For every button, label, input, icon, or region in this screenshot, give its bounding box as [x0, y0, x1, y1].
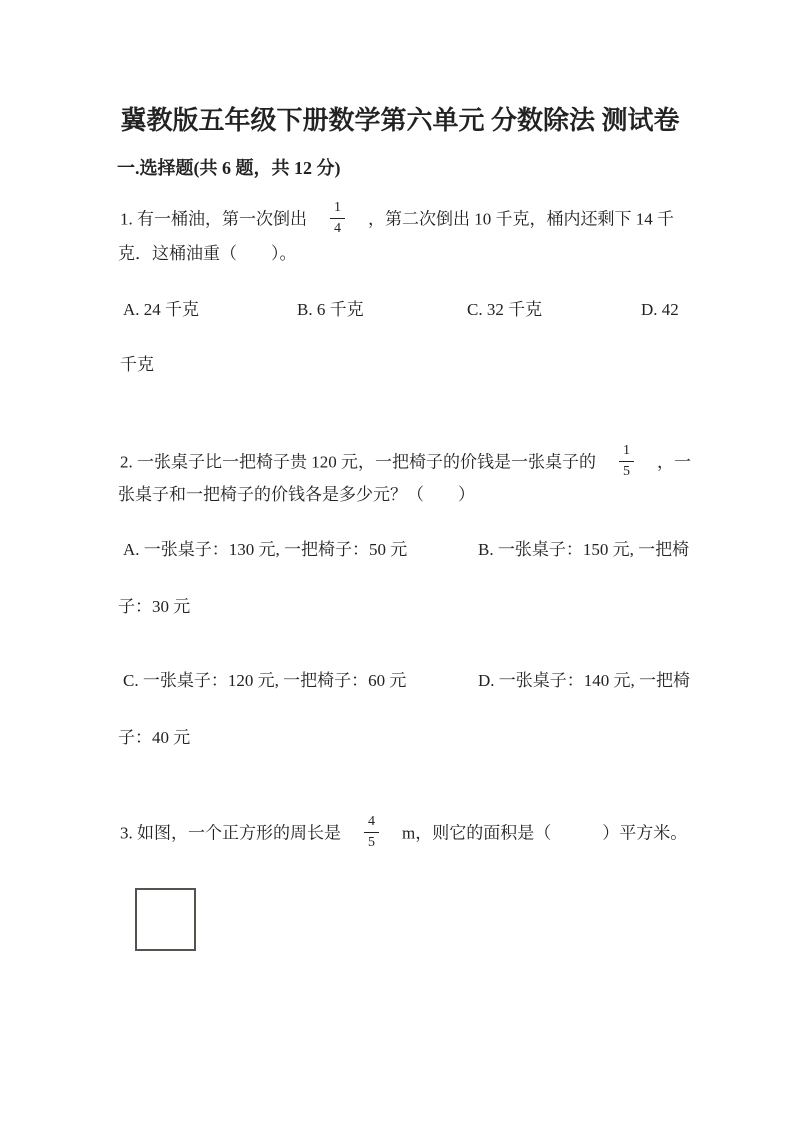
question-2-stem-post: ，一	[657, 452, 691, 472]
question-2-option-b-wrap: 子：30 元	[118, 597, 191, 616]
question-1-stem-post: ，第二次倒出 10 千克，桶内还剩下 14 千	[368, 209, 674, 229]
page-title: 冀教版五年级下册数学第六单元 分数除法 测试卷	[120, 106, 680, 135]
question-2-option-b: B. 一张桌子：150 元, 一把椅	[478, 540, 690, 559]
fraction-one-fourth	[330, 201, 345, 236]
question-2-option-d: D. 一张桌子：140 元, 一把椅	[478, 671, 691, 690]
question-1-option-c: C. 32 千克	[467, 300, 543, 319]
fraction-denominator: 5	[368, 835, 375, 850]
fraction-denominator: 5	[623, 464, 630, 479]
question-2-option-a: A. 一张桌子：130 元, 一把椅子：50 元	[123, 540, 408, 559]
fraction-four-fifths	[364, 815, 379, 850]
question-2-stem-pre: 2. 一张桌子比一把椅子贵 120 元，一把椅子的价钱是一张桌子的	[120, 452, 596, 472]
fraction-numerator: 1	[619, 444, 634, 462]
fraction-denominator: 4	[334, 221, 341, 236]
question-1-stem-pre: 1. 有一桶油，第一次倒出	[120, 209, 307, 229]
question-1-option-b: B. 6 千克	[297, 300, 364, 319]
fraction-numerator: 4	[364, 815, 379, 833]
question-1-option-a: A. 24 千克	[123, 300, 200, 319]
question-3-stem-post: m，则它的面积是（ ）平方米。	[402, 823, 688, 843]
fraction-numerator: 1	[330, 201, 345, 219]
question-3-line-1	[120, 814, 688, 852]
question-2-line-1	[120, 443, 691, 481]
square-figure	[135, 888, 196, 951]
question-1-option-d: D. 42	[641, 300, 679, 319]
question-2-line-2: 张桌子和一把椅子的价钱各是多少元？（ ）	[118, 485, 475, 504]
question-1-line-2: 克．这桶油重（ ）。	[118, 244, 297, 263]
question-1-line-1	[120, 200, 674, 238]
question-1-option-d-wrap: 千克	[120, 355, 154, 374]
fraction-one-fifth	[619, 444, 634, 479]
question-2-option-d-wrap: 子：40 元	[118, 728, 191, 747]
section-heading: 一.选择题(共 6 题，共 12 分)	[117, 158, 341, 178]
question-2-option-c: C. 一张桌子：120 元, 一把椅子：60 元	[123, 671, 407, 690]
question-3-stem-pre: 3. 如图，一个正方形的周长是	[120, 823, 341, 843]
